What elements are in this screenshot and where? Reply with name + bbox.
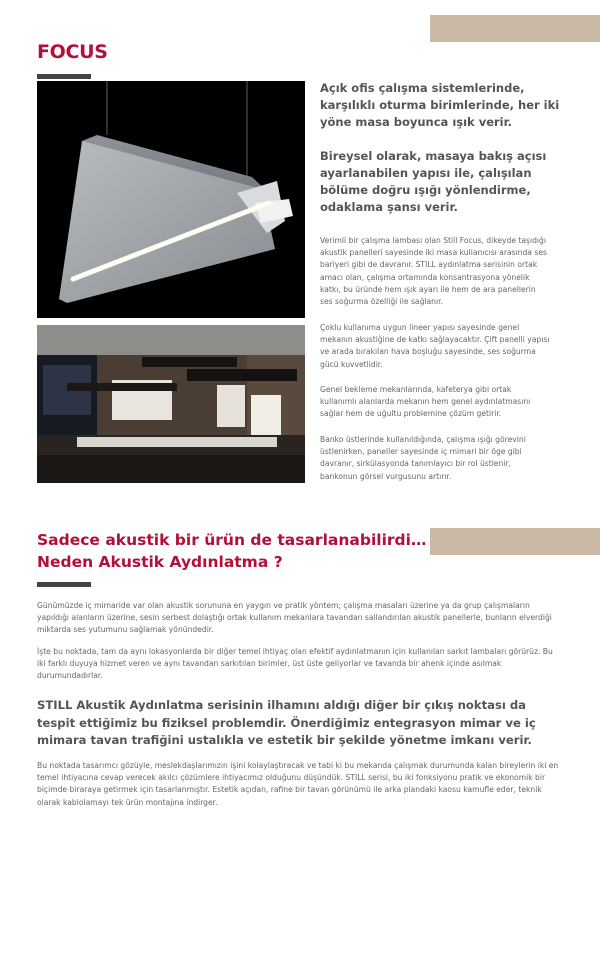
focus-paragraph-1: Verimli bir çalışma lambası olan Still Focus, dikeyde taşıdığı akustik panelleri sayesinde iki masa kullanıcısı arasında ses bariyeri gibi de davranır. STILL aydınlatma serisinin ortak amacı olan, çalışma ortamında konsantrasyona yönelik katkı, bu üründe hem ışık ayarı ile hem de ara panellerin ses soğurma özelliği ile sağlanır. xyxy=(320,236,547,307)
section2-bold-paragraph: STILL Akustik Aydınlatma serisinin ilhamını aldığı diğer bir çıkış noktası da tespit ettiğimiz bu fiziksel problemdir. Önerdiğimiz entegrasyon mimar ve iç mimara tavan trafiğini ustalıkla ve estetik bir şekilde yönetme imkanı verir. xyxy=(37,698,536,747)
focus-title-rule xyxy=(37,74,91,79)
office-illustration xyxy=(37,325,305,483)
section2-paragraph-1: Günümüzde iç mimaride var olan akustik sorununa en yaygın ve pratik yöntem; çalışma masaları üzerine ya da grup çalışmaların yapıldığı alanların üzerine, sesin serbest dolaştığı ortak kullanım mekanlara tavandan sallandırılan akustik panellerle, bunların elverdiği miktarda ses yutumunu sağlamak yönündedir. xyxy=(37,601,552,635)
office-photo xyxy=(37,325,305,483)
pendant-light-illustration xyxy=(37,81,305,318)
section2-tan-bar xyxy=(430,528,600,555)
focus-lead-1: Açık ofis çalışma sistemlerinde, karşılıklı oturma birimlerinde, her iki yöne masa boyunca ışık verir. xyxy=(320,81,560,129)
top-tan-bar xyxy=(430,15,600,42)
section2-title-line1: Sadece akustik bir ürün de tasarlanabilirdi… xyxy=(37,531,427,549)
section2-title-rule xyxy=(37,582,91,587)
focus-paragraph-4: Banko üstlerinde kullanıldığında, çalışma ışığı görevini üstlenirken, paneller sayesinde iç mimari bir öge gibi davranır, sirkülasyonda tanımlayıcı bir rol üstlenir, bankonun görsel vurgusunu artırır. xyxy=(320,435,526,481)
product-photo-pendant xyxy=(37,81,305,318)
section2-paragraph-3: Bu noktada tasarımcı gözüyle, meslekdaşlarımızın işini kolaylaştıracak ve tabi ki bu mekanda çalışmak durumunda kalan bireylerin iki en temel ihtiyacına cevap verecek akılcı çözümlere ihtiyacımız olduğunu düşündük. STILL serisi, bu iki fonksiyonu pratik ve ekonomik bir biçimde biraraya getirmek için tasarlanmıştır. Estetik açıdan, rafine bir tavan görünümü ile arka plandaki kaosu kamufle eder, teknik olarak kablolamayı tek ürün montajına indirger. xyxy=(37,761,559,807)
section2-paragraph-2: İşte bu noktada, tam da aynı lokasyonlarda bir diğer temel ihtiyaç olan efektif aydınlatmanın için kullanılan sarkıt lambaları görürüz. Bu iki farklı duyuya hizmet veren ve aynı tavandan sarkıtılan birimler, üst üste geliyorlar ve tavanda bir ahenk içinde asılmak durumundadırlar. xyxy=(37,647,553,681)
focus-title: FOCUS xyxy=(37,41,108,63)
focus-lead-2: Bireysel olarak, masaya bakış açısı ayarlanabilen yapısı ile, çalışılan bölüme doğru ışığı yönlendirme, odaklama şansı verir. xyxy=(320,149,547,214)
focus-paragraph-3: Genel bekleme mekanlarında, kafeterya gibi ortak kullanımlı alanlarda mekanın hem genel aydınlatmasını sağlar hem de uğultu problemine çözüm getirir. xyxy=(320,385,531,419)
focus-paragraph-2: Çoklu kullanıma uygun lineer yapısı sayesinde genel mekanın akustiğine de katkı sağlayacaktır. Çift panelli yapısı ve arada bırakılan hava boşluğu sayesinde, ses soğurma gücü kuvvetlidir. xyxy=(320,323,550,369)
section2-title-line2: Neden Akustik Aydınlatma ? xyxy=(37,553,283,571)
